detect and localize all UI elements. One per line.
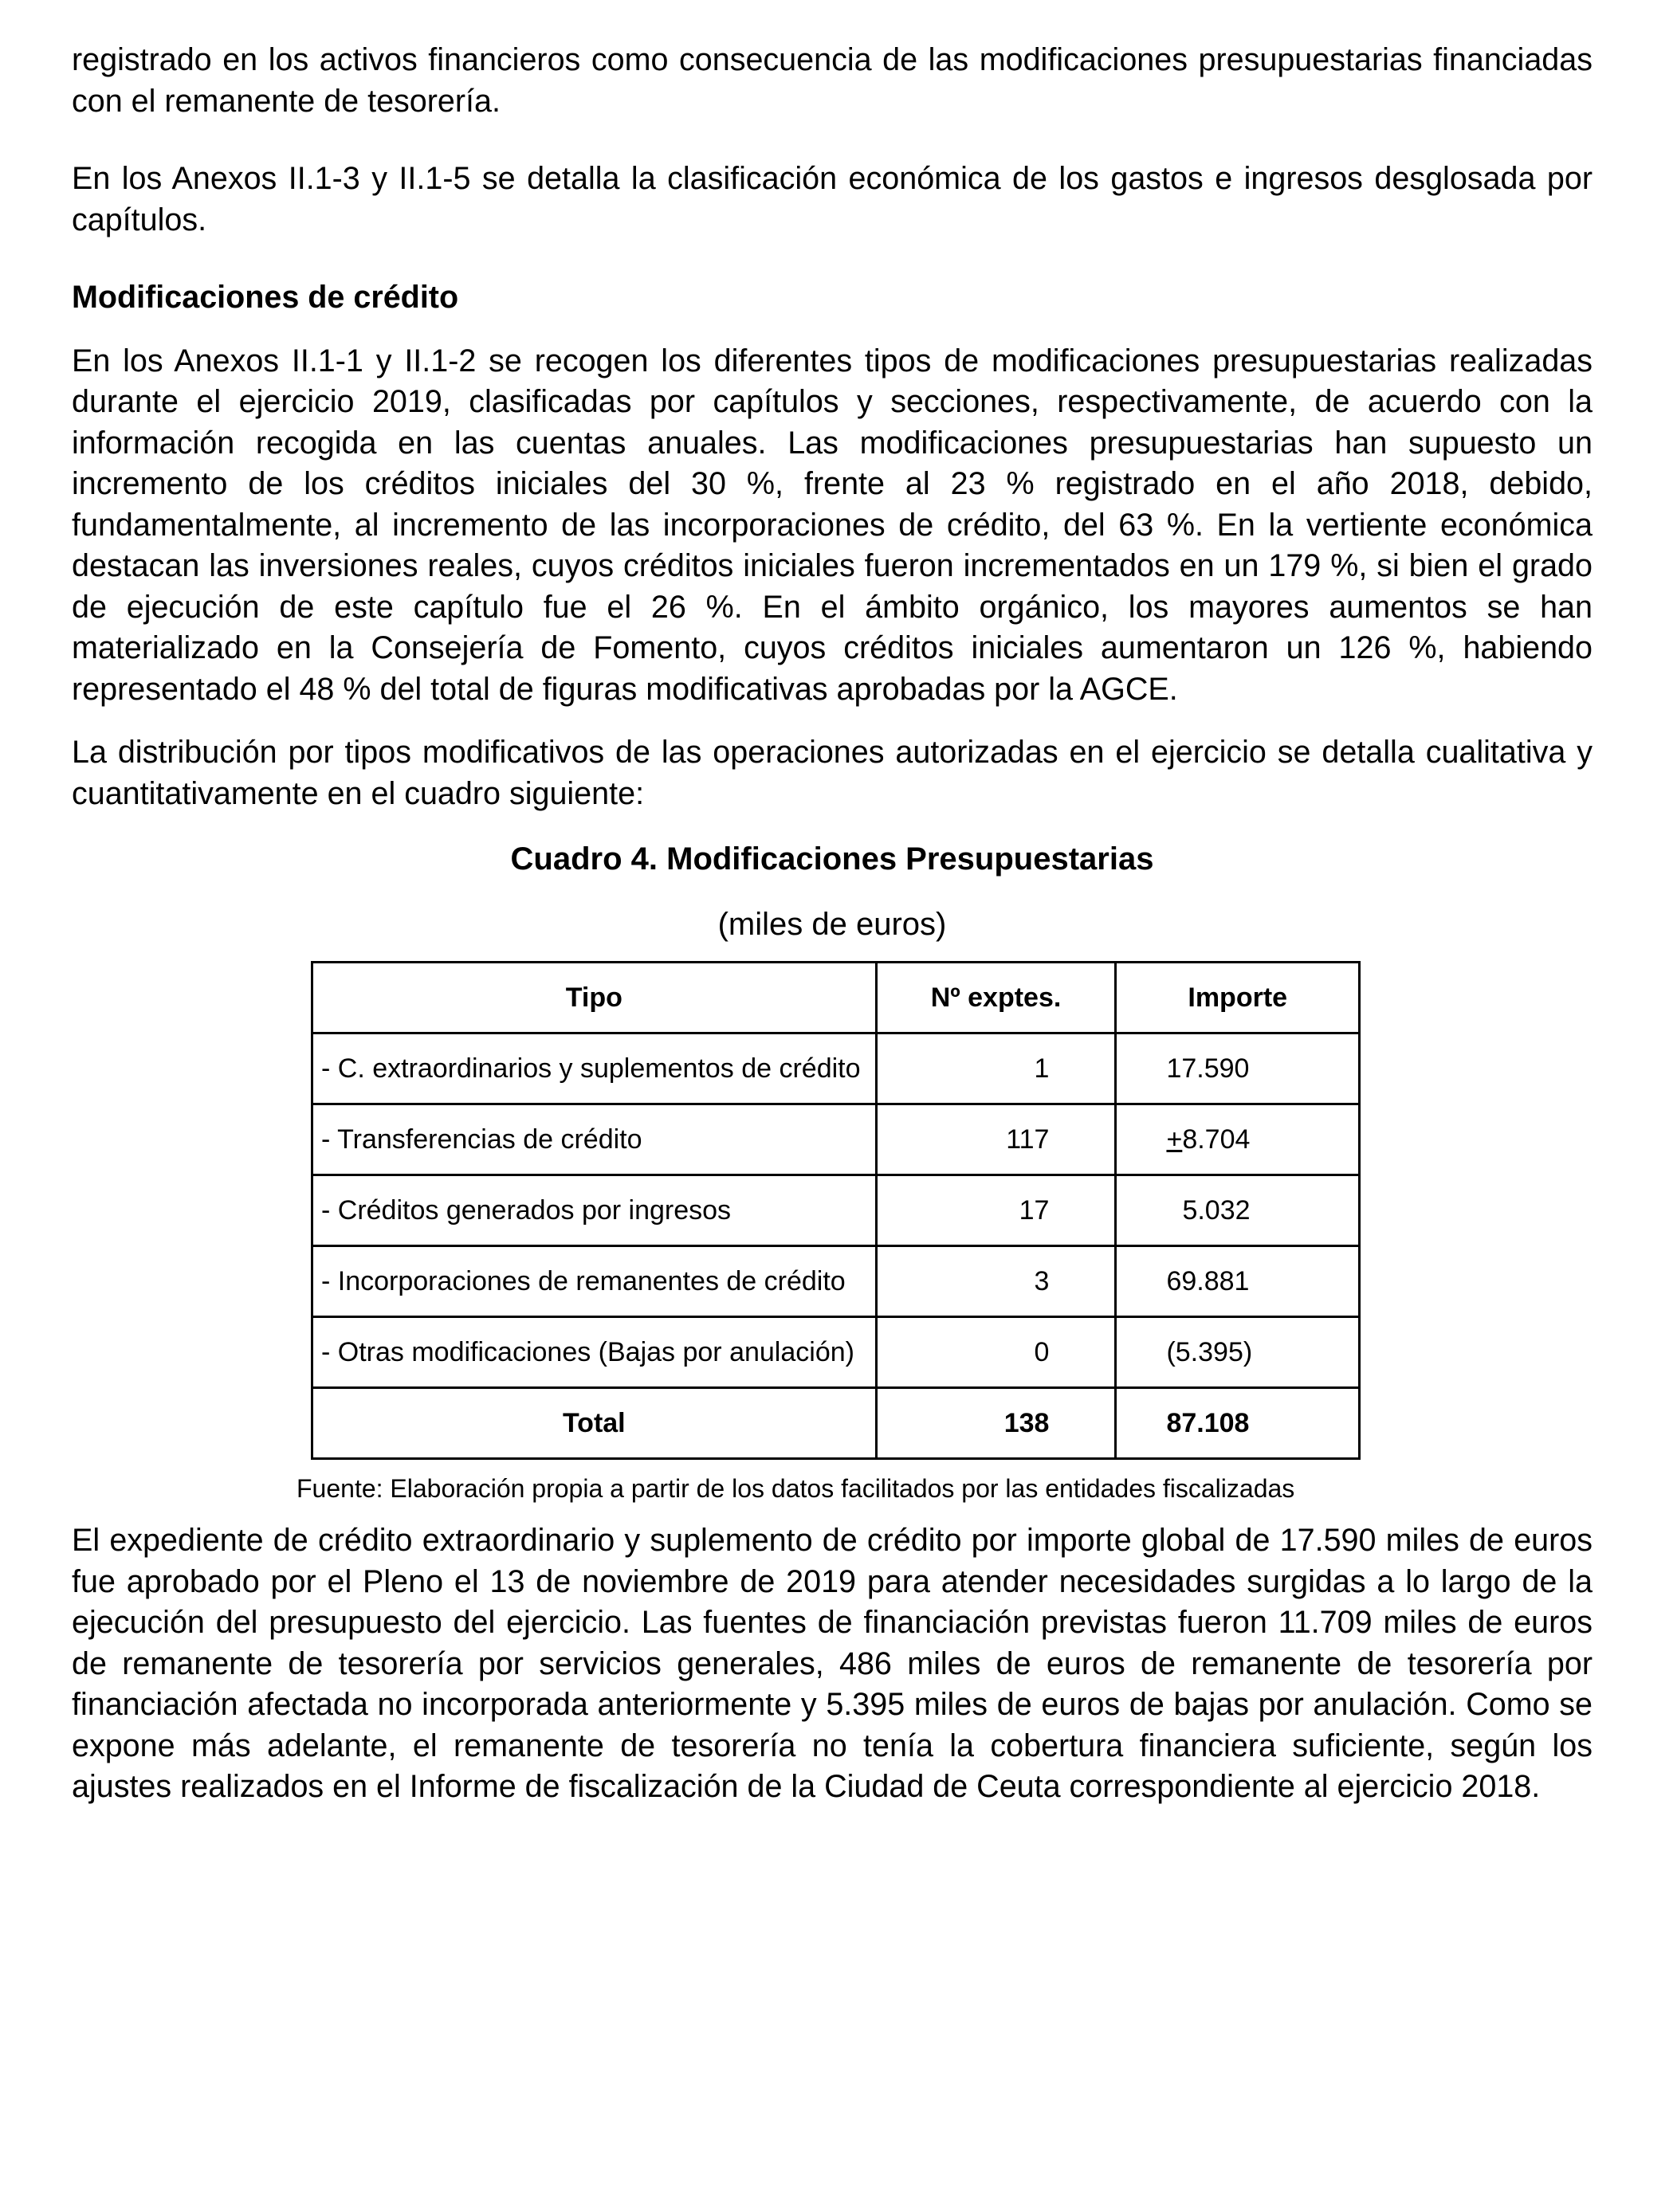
cell-importe [1116, 1104, 1360, 1175]
cell-tipo: - Otras modificaciones (Bajas por anulación) [312, 1317, 877, 1388]
cell-tipo: - Créditos generados por ingresos [312, 1175, 877, 1246]
table-subtitle: (miles de euros) [717, 907, 947, 942]
cell-importe: (5.395) [1116, 1317, 1360, 1388]
table-row [312, 1033, 1360, 1104]
paragraph-5: El expediente de crédito extraordinario y suplemento de crédito por importe global de 17.590 miles de euros fue aprobado por el Pleno el 13 de noviembre de 2019 para atender necesidades surgidas a lo largo de la ejecución del presupuesto del ejercicio. Las fuentes de financiación previstas fueron 11.709 miles de euros de remanente de tesorería por servicios generales, 486 miles de euros de remanente de tesorería por financiación afectada no incorporada anteriormente y 5.395 miles de euros de bajas por anulación. Como se expone más adelante, el remanente de tesorería no tenía la cobertura financiera suficiente, según los ajustes realizados en el Informe de fiscalización de la Ciudad de Ceuta correspondiente al ejercicio 2018. [72, 1523, 1593, 1804]
cell-importe: 5.032 [1116, 1175, 1360, 1246]
table-row [312, 1175, 1360, 1246]
paragraph-4: La distribución por tipos modificativos de las operaciones autorizadas en el ejercicio se detalla cualitativa y cuantitativamente en el cuadro siguiente: [72, 735, 1593, 811]
importe-sign: + [1166, 1124, 1183, 1155]
table-total-row [312, 1388, 1360, 1459]
paragraph-2: En los Anexos II.1-3 y II.1-5 se detalla la clasificación económica de los gastos e ingresos desglosada por capítulos. [72, 161, 1593, 237]
cell-tipo: - C. extraordinarios y suplementos de crédito [312, 1033, 877, 1104]
header-num: Nº exptes. [876, 963, 1116, 1033]
cell-num: 3 [876, 1246, 1116, 1317]
total-label: Total [312, 1388, 877, 1459]
table-row [312, 1104, 1360, 1175]
table-row [312, 1246, 1360, 1317]
cell-importe: 69.881 [1116, 1246, 1360, 1317]
cell-num: 1 [876, 1033, 1116, 1104]
table-source: Fuente: Elaboración propia a partir de los datos facilitados por las entidades fiscalizadas [297, 1474, 1295, 1503]
document-page [72, 40, 1593, 1808]
header-tipo: Tipo [312, 963, 877, 1033]
importe-value: 8.704 [1182, 1124, 1251, 1155]
modificaciones-table [311, 961, 1361, 1460]
paragraph-1: registrado en los activos financieros como consecuencia de las modificaciones presupuestarias financiadas con el remanente de tesorería. [72, 42, 1593, 119]
paragraph-3: En los Anexos II.1-1 y II.1-2 se recogen los diferentes tipos de modificaciones presupuestarias realizadas durante el ejercicio 2019, clasificadas por capítulos y secciones, respectivamente, de acuerdo con la información recogida en las cuentas anuales. Las modificaciones presupuestarias han supuesto un incremento de los créditos iniciales del 30 %, frente al 23 % registrado en el año 2018, debido, fundamentalmente, al incremento de las incorporaciones de crédito, del 63 %. En la vertiente económica destacan las inversiones reales, cuyos créditos iniciales fueron incrementados en un 179 %, si bien el grado de ejecución de este capítulo fue el 26 %. En el ámbito orgánico, los mayores aumentos se han materializado en la Consejería de Fomento, cuyos créditos iniciales aumentaron un 126 %, habiendo representado el 48 % del total de figuras modificativas aprobadas por la AGCE. [72, 343, 1593, 707]
cell-num: 0 [876, 1317, 1116, 1388]
table-row [312, 1317, 1360, 1388]
cell-importe: 17.590 [1116, 1033, 1360, 1104]
cell-num: 17 [876, 1175, 1116, 1246]
cell-tipo: - Incorporaciones de remanentes de crédito [312, 1246, 877, 1317]
header-importe: Importe [1116, 963, 1360, 1033]
table-header-row [312, 963, 1360, 1033]
total-importe: 87.108 [1116, 1388, 1360, 1459]
total-num: 138 [876, 1388, 1116, 1459]
section-heading: Modificaciones de crédito [72, 280, 459, 315]
table-title: Cuadro 4. Modificaciones Presupuestarias [510, 841, 1154, 877]
cell-tipo: - Transferencias de crédito [312, 1104, 877, 1175]
cell-num: 117 [876, 1104, 1116, 1175]
